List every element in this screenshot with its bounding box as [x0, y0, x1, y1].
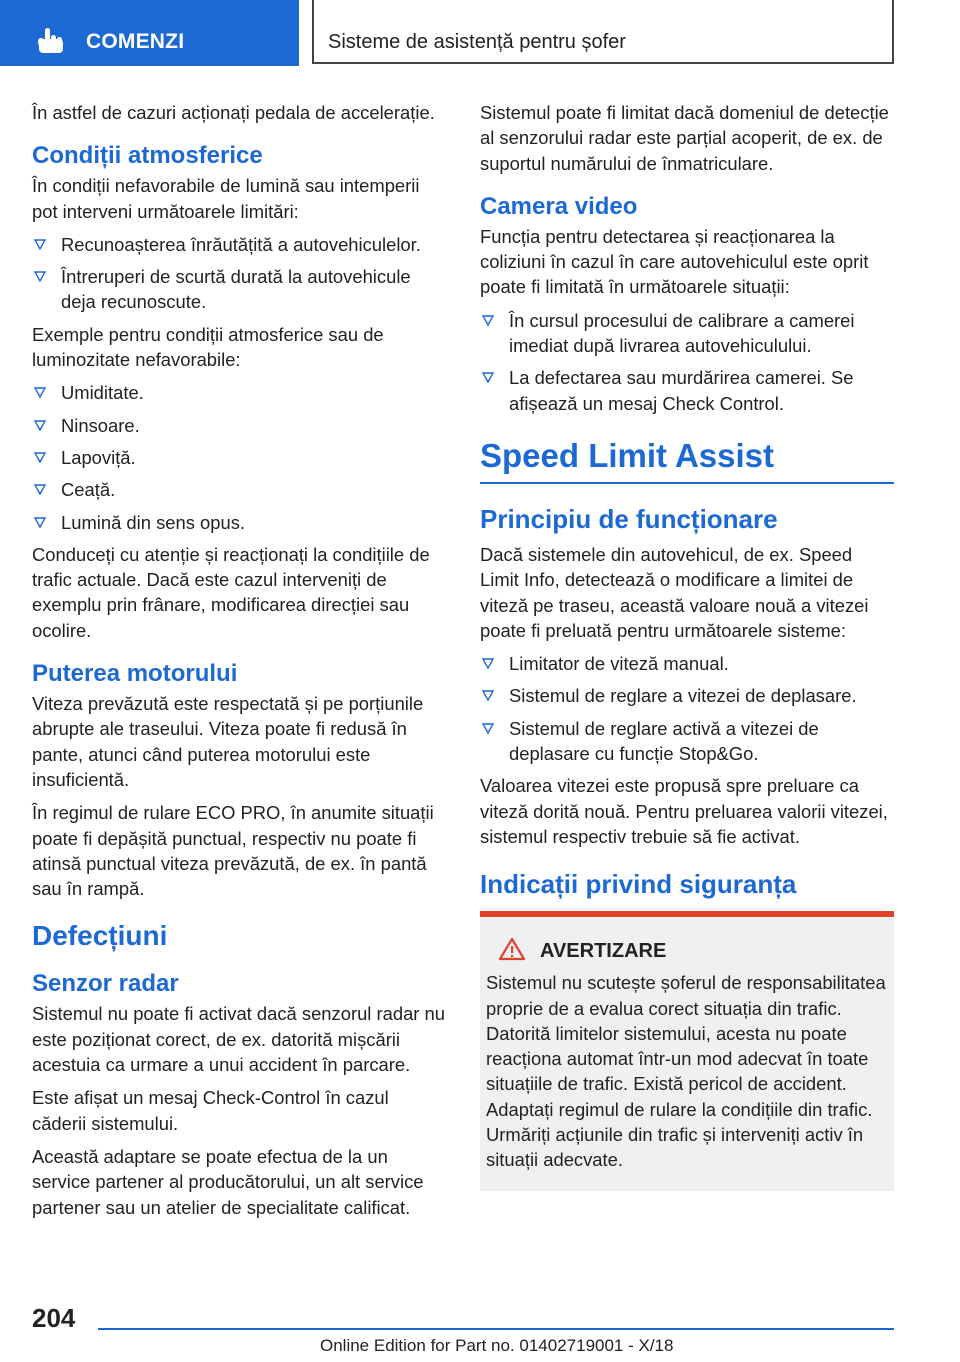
bullet-triangle-icon	[34, 484, 46, 495]
bullet-triangle-icon	[482, 690, 494, 701]
section-header	[312, 0, 894, 64]
heading-principle: Principiu de funcționare	[480, 503, 778, 534]
chapter-title: COMENZI	[86, 30, 185, 53]
list-item: Întreruperi de scurtă durată la autovehicule deja recunoscute.	[32, 264, 446, 315]
list-item: Sistemul de reglare a vitezei de deplasare.	[480, 683, 894, 708]
principle-list	[480, 651, 894, 766]
radar-paragraph-1: Sistemul nu poate fi activat dacă senzorul radar nu este poziționat corect, de ex. datorită mișcării acestuia ca urmare a unui accident în parcare.	[32, 1003, 445, 1076]
bullet-triangle-icon	[482, 315, 494, 326]
bullet-triangle-icon	[34, 387, 46, 398]
limit-paragraph: Sistemul poate fi limitat dacă domeniul de detecție al senzorului radar este parțial acoperit, de ex. de suportul numărului de înmatriculare.	[480, 102, 889, 174]
examples-paragraph: Exemple pentru condiții atmosferice sau de luminozitate nefavorabile:	[32, 323, 384, 371]
intro-paragraph: În astfel de cazuri acționați pedala de accelerație.	[32, 102, 435, 123]
chapter-tab	[0, 0, 299, 66]
principle-paragraph: Dacă sistemele din autovehicul, de ex. Speed Limit Info, detectează o modificare a limitei de viteză pe traseu, această valoare nouă a vitezei poate fi preluată pentru următoarele sisteme:	[480, 543, 869, 641]
bullet-triangle-icon	[34, 239, 46, 250]
value-paragraph: Valoarea vitezei este propusă spre preluare ca viteză dorită nouă. Pentru preluarea valorii vitezei, sistemul respectiv trebuie să fie activat.	[480, 775, 888, 847]
warning-box	[480, 911, 894, 1190]
drive-paragraph: Conduceți cu atenție și reacționați la condițiile de trafic actuale. Dacă este cazul interveniți de exemplu prin frânare, modificarea direcției sau ocolire.	[32, 543, 430, 641]
heading-engine: Puterea motorului	[32, 660, 238, 688]
warning-triangle-icon	[498, 937, 526, 961]
bullet-triangle-icon	[34, 271, 46, 282]
list-item: Recunoașterea înrăutățită a autovehiculelor.	[32, 232, 446, 257]
list-item: La defectarea sau murdărirea camerei. Se afișează un mesaj Check Control.	[480, 365, 894, 416]
right-column	[480, 100, 894, 1191]
examples-list	[32, 380, 446, 534]
list-item: În cursul procesului de calibrare a camerei imediat după livrarea autovehiculului.	[480, 308, 894, 359]
camera-paragraph: Funcția pentru detectarea și reacționarea la coliziuni în cazul în care autovehiculul este oprit poate fi limitată în următoarele situații:	[480, 225, 869, 298]
heading-weather: Condiții atmosferice	[32, 142, 263, 170]
footer-divider	[98, 1328, 894, 1330]
bullet-triangle-icon	[34, 517, 46, 528]
bullet-triangle-icon	[482, 658, 494, 669]
bullet-triangle-icon	[34, 420, 46, 431]
radar-paragraph-3: Această adaptare se poate efectua de la un service partener al producătorului, un alt service partener sau un atelier de specialitate calificat.	[32, 1145, 424, 1218]
weather-paragraph: În condiții nefavorabile de lumină sau intemperii pot interveni următoarele limitări:	[32, 175, 420, 222]
warning-title: AVERTIZARE	[486, 937, 886, 964]
engine-paragraph-1: Viteza prevăzută este respectată și pe porțiunile abrupte ale traseului. Viteza poate fi redusă în pante, atunci când puterea motorului este insuficientă.	[32, 693, 424, 790]
list-item: Lapoviță.	[32, 445, 446, 470]
heading-radar: Senzor radar	[32, 970, 179, 998]
heading-camera: Camera video	[480, 192, 638, 220]
radar-paragraph-2: Este afișat un mesaj Check-Control în cazul căderii sistemului.	[32, 1087, 389, 1134]
page-number: 204	[32, 1303, 76, 1333]
heading-faults: Defecțiuni	[32, 920, 168, 952]
list-item: Umiditate.	[32, 380, 446, 405]
list-item: Lumină din sens opus.	[32, 510, 446, 535]
left-column	[32, 100, 446, 1228]
camera-list	[480, 308, 894, 416]
heading-speed-limit-assist: Speed Limit Assist	[480, 436, 894, 484]
list-item: Sistemul de reglare activă a vitezei de deplasare cu funcție Stop&Go.	[480, 716, 894, 767]
heading-safety: Indicații privind siguranța	[480, 869, 797, 900]
bullet-triangle-icon	[482, 372, 494, 383]
bullet-triangle-icon	[482, 723, 494, 734]
weather-list	[32, 232, 446, 315]
bullet-triangle-icon	[34, 452, 46, 463]
section-title: Sisteme de asistență pentru șofer	[328, 31, 626, 53]
list-item: Ninsoare.	[32, 413, 446, 438]
list-item: Ceață.	[32, 477, 446, 502]
footer-edition: Online Edition for Part no. 01402719001 - X/18	[320, 1336, 674, 1355]
list-item: Limitator de viteză manual.	[480, 651, 894, 676]
engine-paragraph-2: În regimul de rulare ECO PRO, în anumite situații poate fi depășită punctual, respectiv nu poate fi atinsă punctual viteza prevăzută, de ex. în pantă sau în rampă.	[32, 802, 434, 900]
hand-pointer-icon	[36, 26, 66, 56]
warning-text: Sistemul nu scutește șoferul de responsabilitatea proprie de a evalua corect situația din trafic. Datorită limitelor sistemului, acesta nu poate reacționa automat într-un mod adecvat în toate situațiile de trafic. Există pericol de accident. Adaptați regimul de rulare la condițiile din trafic. Urmăriți acțiunile din trafic și interveniți activ în situații adecvate.	[486, 972, 886, 1171]
